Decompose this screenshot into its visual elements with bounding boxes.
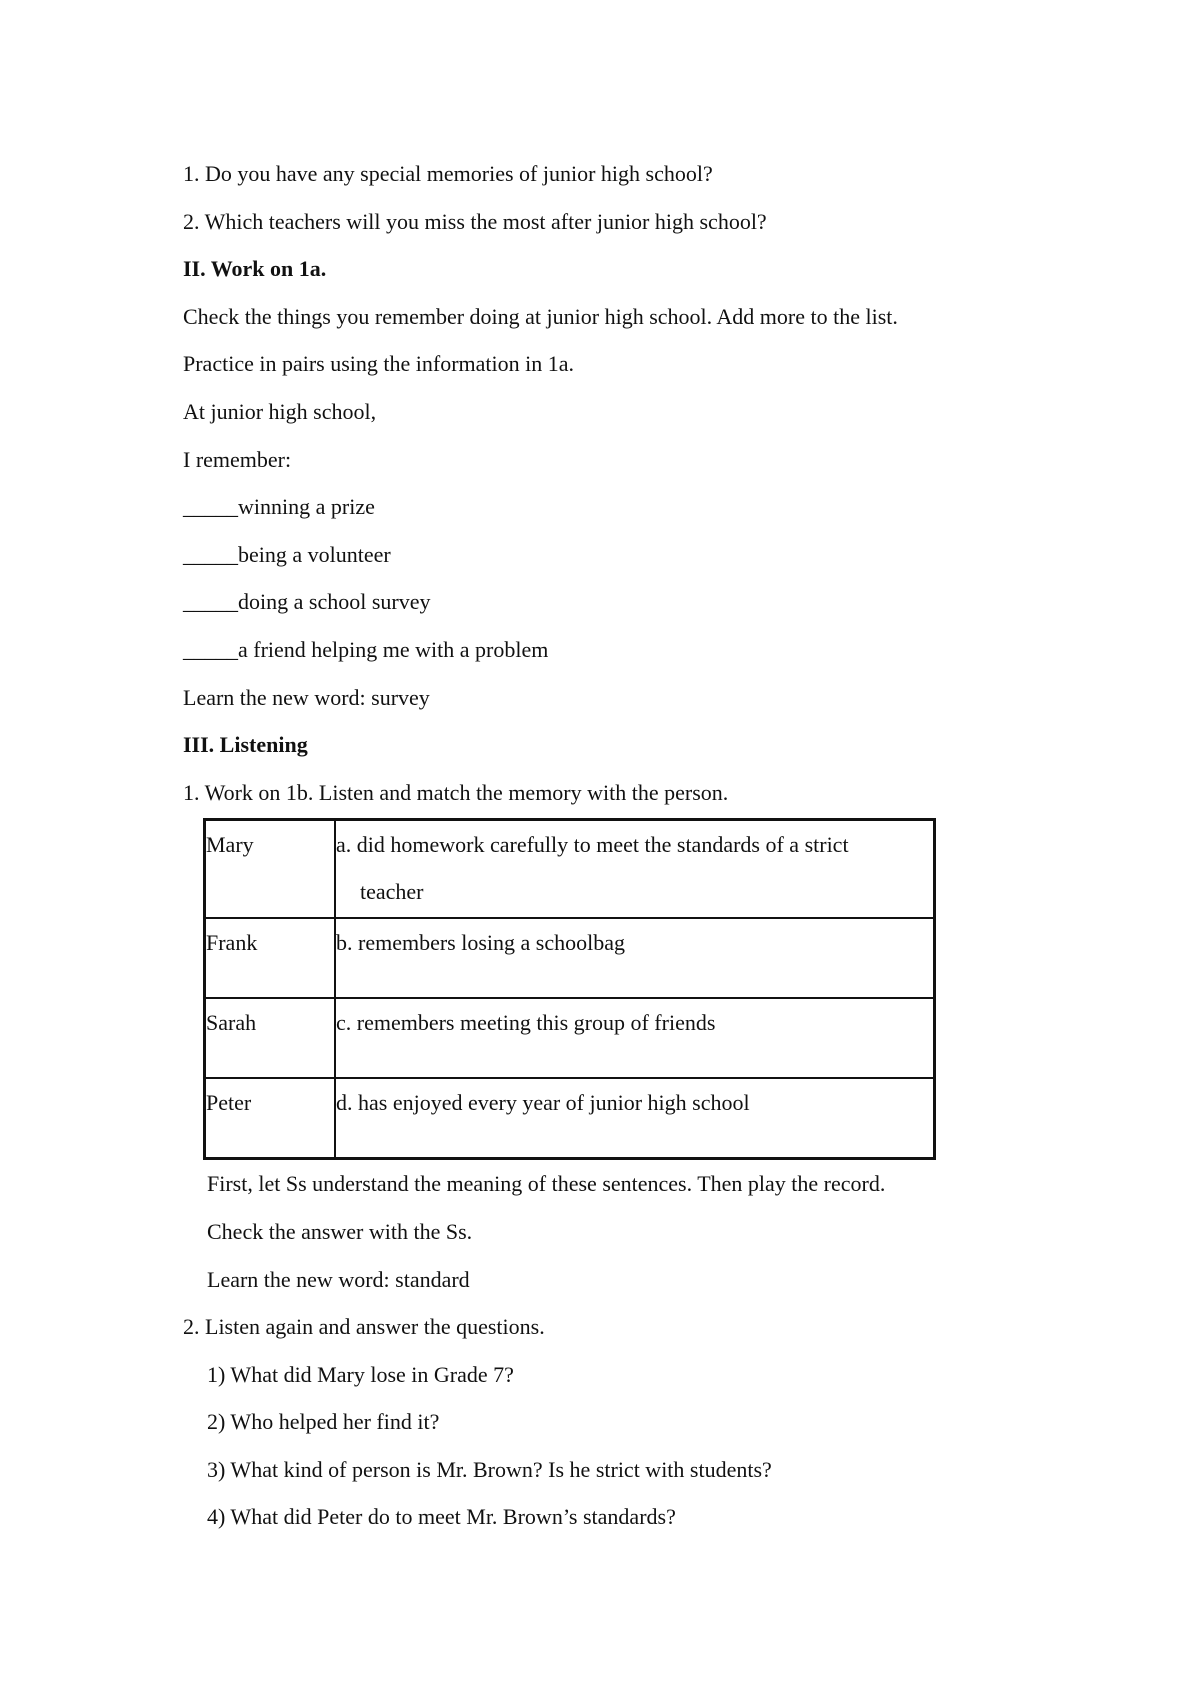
checklist-item: _____winning a prize <box>183 494 375 520</box>
section-2-context: At junior high school, <box>183 398 377 424</box>
listening-question: 3) What kind of person is Mr. Brown? Is he strict with students? <box>207 1456 772 1482</box>
section-2-practice: Practice in pairs using the information in 1a. <box>183 351 575 377</box>
checklist-item: _____a friend helping me with a problem <box>183 636 549 662</box>
table-row <box>205 820 935 919</box>
listening-task-2: 2. Listen again and answer the questions. <box>183 1314 545 1340</box>
person-name: Mary <box>205 820 336 919</box>
section-2-heading: II. Work on 1a. <box>183 256 327 282</box>
table-row <box>205 998 935 1078</box>
new-word-survey: Learn the new word: survey <box>183 684 430 710</box>
section-3-heading: III. Listening <box>183 732 308 758</box>
table-row <box>205 918 935 998</box>
listening-question: 1) What did Mary lose in Grade 7? <box>207 1361 514 1387</box>
person-name: Frank <box>205 918 336 998</box>
memory-cell <box>335 820 935 919</box>
memory-text: c. remembers meeting this group of friends <box>335 998 935 1078</box>
person-name: Peter <box>205 1078 336 1159</box>
memory-text: d. has enjoyed every year of junior high school <box>335 1078 935 1159</box>
new-word-standard: Learn the new word: standard <box>207 1266 470 1292</box>
checklist-item: _____being a volunteer <box>183 541 391 567</box>
table-row <box>205 1078 935 1159</box>
section-2-instruction: Check the things you remember doing at junior high school. Add more to the list. <box>183 303 898 329</box>
matching-table <box>203 818 936 1160</box>
person-name: Sarah <box>205 998 336 1078</box>
memory-text-continued: teacher <box>360 879 424 905</box>
memory-text: a. did homework carefully to meet the standards of a strict <box>336 832 849 858</box>
listening-task-1: 1. Work on 1b. Listen and match the memory with the person. <box>183 779 729 805</box>
teacher-note: First, let Ss understand the meaning of these sentences. Then play the record. <box>207 1171 886 1197</box>
memory-text: b. remembers losing a schoolbag <box>335 918 935 998</box>
intro-question-1: 1. Do you have any special memories of junior high school? <box>183 161 713 186</box>
intro-question-2: 2. Which teachers will you miss the most after junior high school? <box>183 208 767 234</box>
document-page <box>183 150 1083 1541</box>
listening-question: 4) What did Peter do to meet Mr. Brown’s standards? <box>207 1504 676 1530</box>
teacher-note: Check the answer with the Ss. <box>207 1218 473 1244</box>
checklist-item: _____doing a school survey <box>183 589 431 615</box>
section-2-remember: I remember: <box>183 446 292 472</box>
listening-question: 2) Who helped her find it? <box>207 1409 440 1435</box>
